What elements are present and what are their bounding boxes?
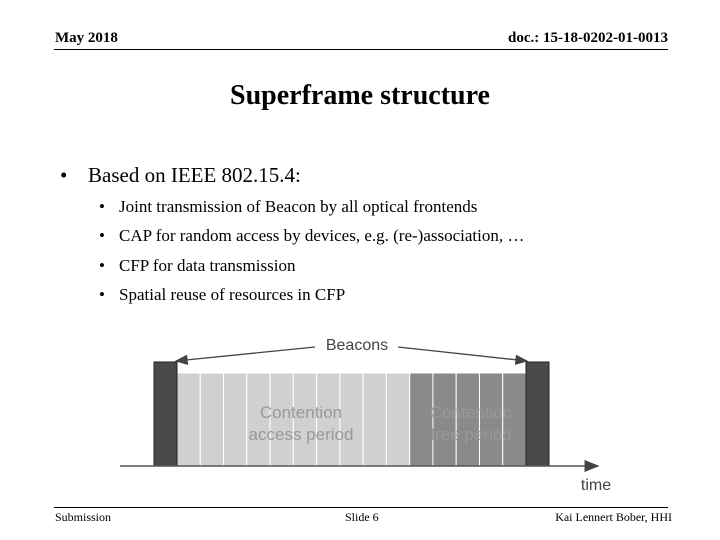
sub-bullet [99, 255, 524, 284]
sub-bullet [99, 225, 524, 254]
header-rule [54, 49, 668, 50]
beacon-block-left [154, 362, 177, 466]
sub-bullet-list [99, 196, 524, 313]
superframe-diagram [110, 325, 620, 495]
header-doc-id: doc.: 15-18-0202-01-0013 [508, 30, 668, 46]
beacon-arrow-right [398, 347, 527, 361]
footer-submission: Submission [55, 510, 112, 524]
bullet-dot: • [99, 255, 105, 275]
footer-slide-number: Slide 6 [345, 510, 379, 524]
cap-label-line2: access period [248, 425, 354, 444]
footer-rule [54, 507, 668, 508]
cap-slot [200, 373, 223, 466]
bullet-dot: • [99, 284, 105, 304]
cfp-label-line2: free period [430, 425, 512, 444]
beacons-label: Beacons [325, 337, 389, 354]
cap-slot [386, 373, 409, 466]
sub-bullet-text: Joint transmission of Beacon by all optical frontends [119, 197, 478, 216]
header-date: May 2018 [55, 30, 118, 46]
main-bullet [60, 163, 301, 188]
sub-bullet [99, 284, 524, 313]
sub-bullet-text: CAP for random access by devices, e.g. (re-)association, … [119, 226, 525, 246]
main-bullet-text: Based on IEEE 802.15.4: [88, 163, 301, 187]
bullet-dot: • [99, 197, 105, 216]
sub-bullet [99, 196, 524, 225]
cap-slot [363, 373, 386, 466]
bullet-dot: • [60, 163, 68, 187]
sub-bullet-text: CFP for data transmission [119, 255, 296, 275]
bullet-dot: • [99, 226, 105, 246]
cap-label-line1: Contention [259, 403, 343, 422]
cap-slot [224, 373, 247, 466]
cap-slot [177, 373, 200, 466]
beacon-arrow-left [176, 347, 315, 361]
slide-title: Superframe structure [230, 80, 490, 111]
footer-author: Kai Lennert Bober, HHI [555, 510, 672, 524]
cap-slot [340, 373, 363, 466]
beacon-block-right [526, 362, 549, 466]
time-label: time [580, 477, 612, 494]
sub-bullet-text: Spatial reuse of resources in CFP [119, 284, 346, 304]
cfp-label-line1: Contention [429, 403, 513, 422]
